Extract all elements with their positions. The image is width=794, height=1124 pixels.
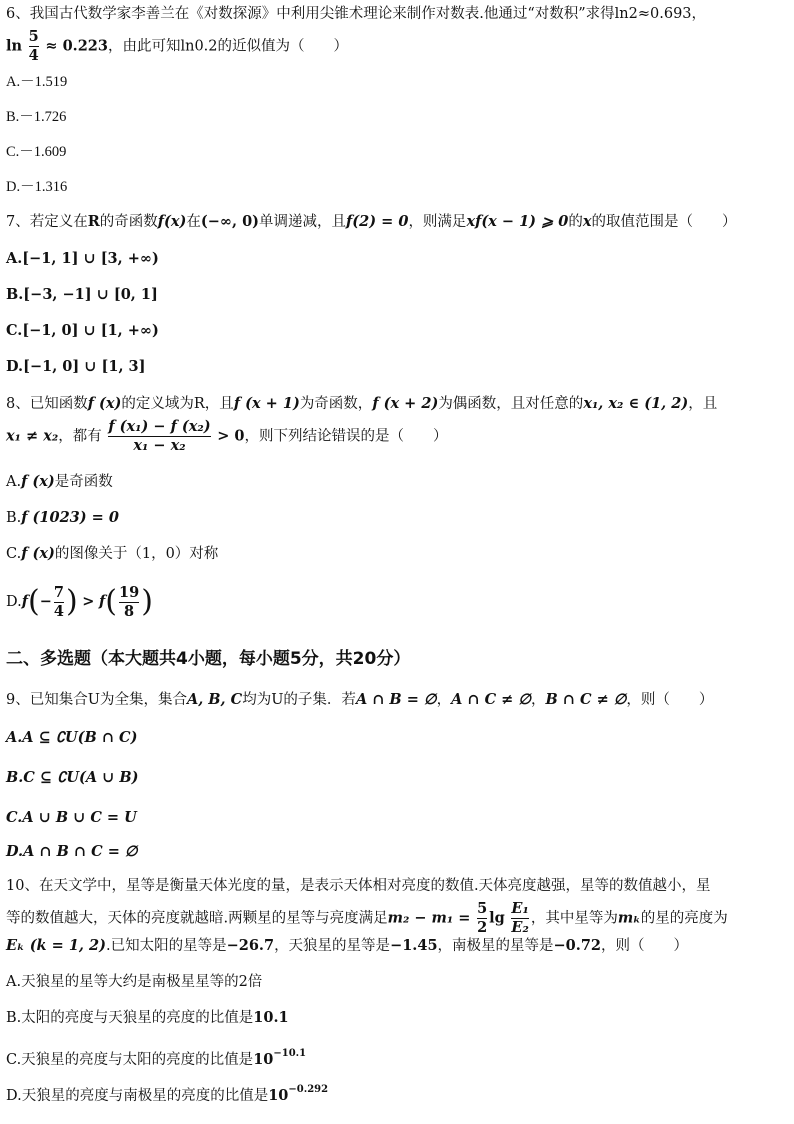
q8-option-d-paren-open-1: (	[27, 584, 40, 619]
q8-option-a-math: f (x)	[21, 473, 55, 490]
q10-e-num: E₁	[511, 900, 529, 917]
q9-text-3: ，则（ ）	[626, 692, 714, 708]
q6-stem-tail: ，由此可知ln0.2的近似值为（ ）	[107, 38, 349, 55]
q6-option-a: A.－1.519	[6, 74, 68, 90]
q8-option-d-frac-2	[119, 584, 139, 621]
q10-option-c	[6, 1044, 306, 1070]
q10-option-c-exponent: −10.1	[273, 1048, 307, 1059]
q6-ln-label: ln	[6, 37, 23, 55]
q10-stem-line1: 10、在天文学中，星等是衡量天体光度的量，是表示天体相对亮度的数值.天体亮度越强，星等的数值越小，星	[6, 878, 711, 894]
q10-e-den: E₂	[511, 919, 529, 936]
q6-stem-line1: 6、我国古代数学家李善兰在《对数探源》中利用尖锥术理论来制作对数表.他通过“对数积”求得ln2≈0.693，	[6, 6, 707, 22]
q8-option-d-f2: f	[99, 593, 106, 610]
q6-fraction-num: 5	[28, 28, 39, 45]
q10-option-b-text: B.太阳的亮度与天狼星的亮度的比值是	[6, 1010, 254, 1026]
q9-sets: A, B, C	[186, 691, 243, 708]
q10-polaris-value: −0.72	[553, 937, 601, 954]
q7-text-5: ，则满足	[408, 214, 467, 230]
q10-text-b: ，其中星等为	[530, 910, 618, 927]
q10-text-g: ，则（ ）	[601, 938, 688, 954]
q8-text-2: 的定义域为R，且	[121, 396, 234, 412]
q10-option-b-value: 10.1	[253, 1009, 289, 1026]
q8-option-d-sign: −	[39, 593, 52, 610]
q10-coef-num: 5	[477, 900, 488, 917]
q7-real-set: R	[87, 213, 100, 230]
q6-value: ≈ 0.223	[45, 37, 108, 55]
q8-option-c	[6, 544, 218, 564]
section-heading: 二、多选题（本大题共4小题，每小题5分，共20分）	[6, 649, 411, 669]
q7-condition: f(2) = 0	[346, 213, 409, 230]
q9-condition-3: B ∩ C ≠ ∅	[545, 691, 627, 708]
q7-function: f(x)	[157, 213, 187, 230]
q8-option-d-paren-open-2: (	[105, 584, 117, 619]
q8-function: f (x)	[87, 395, 122, 412]
q10-text-e: ，天狼星的星等是	[274, 938, 391, 954]
q8-shift-2: f (x + 2)	[372, 395, 439, 412]
q7-text-1: 7、若定义在	[6, 214, 88, 230]
q10-option-c-base: 10	[253, 1051, 274, 1068]
q9-option-c: C.A ∪ B ∪ C = U	[6, 809, 137, 826]
q8-option-a	[6, 472, 113, 492]
q7-option-b: B.[−3, −1] ∪ [0, 1]	[6, 286, 158, 303]
q7-option-c: C.[−1, 0] ∪ [1, +∞)	[6, 322, 159, 339]
q6-fraction	[29, 28, 39, 65]
q10-text-d: .已知太阳的星等是	[105, 938, 227, 954]
q8-option-d-f1: f	[21, 593, 28, 610]
q10-sirius-value: −1.45	[390, 937, 438, 954]
q10-fraction-e	[511, 900, 528, 937]
q8-option-a-text: 是奇函数	[54, 474, 113, 490]
q8-option-d	[6, 582, 153, 622]
q7-text-4: 单调递减，且	[259, 214, 347, 230]
q7-variable: x	[582, 213, 592, 230]
q9-condition-1: A ∩ B = ∅	[355, 691, 437, 708]
q10-lg: lg	[489, 909, 505, 927]
q6-option-b: B.－1.726	[6, 109, 67, 125]
q8-greater: > 0	[217, 427, 245, 445]
q8-option-d-paren-close-2: )	[141, 584, 153, 619]
q10-magnitude-diff: m₂ − m₁ =	[387, 909, 471, 927]
q10-option-d-text: D.天狼星的亮度与南极星的亮度的比值是	[6, 1088, 269, 1104]
q10-fraction-coef	[477, 900, 487, 937]
q8-option-c-letter: C.	[6, 546, 22, 562]
q7-option-a: A.[−1, 1] ∪ [3, +∞)	[6, 250, 159, 267]
q7-text-2: 的奇函数	[99, 214, 158, 230]
q8-option-b-letter: B.	[6, 510, 22, 526]
q7-inequality: xf(x − 1) ⩾ 0	[466, 213, 569, 230]
q7-text-6: 的	[568, 214, 583, 230]
q8-stem-line1	[6, 394, 717, 414]
q8-domain: x₁, x₂ ∈ (1, 2)	[583, 395, 689, 412]
q8-text-7: ，则下列结论错误的是（ ）	[244, 428, 448, 445]
q9-sep-2: ，	[531, 692, 546, 708]
q8-text-1: 8、已知函数	[6, 396, 88, 412]
q9-stem	[6, 690, 713, 710]
q8-text-6: ，都有	[58, 428, 102, 445]
q7-text-3: 在	[186, 214, 201, 230]
q8-text-5: ，且	[688, 396, 718, 412]
q10-option-b	[6, 1008, 289, 1028]
q8-option-b	[6, 508, 119, 528]
q8-stem-line2	[6, 418, 448, 455]
q8-option-c-math: f (x)	[21, 545, 55, 562]
q8-option-c-text: 的图像关于（1，0）对称	[54, 546, 219, 562]
q8-text-3: 为奇函数，	[299, 396, 373, 412]
q8-option-d-num-2: 19	[119, 583, 140, 601]
q7-interval: (−∞, 0)	[200, 213, 260, 230]
q6-stem-line2	[6, 28, 348, 65]
q8-option-b-math: f (1023) = 0	[21, 509, 119, 526]
q9-option-d: D.A ∩ B ∩ C = ∅	[6, 843, 138, 860]
q8-fraction	[108, 418, 210, 455]
q7-option-d: D.[−1, 0] ∪ [1, 3]	[6, 358, 146, 375]
q6-option-d: D.－1.316	[6, 179, 68, 195]
q6-fraction-den: 4	[28, 47, 39, 64]
q8-fraction-den: x₁ − x₂	[108, 436, 210, 455]
q9-condition-2: A ∩ C ≠ ∅	[451, 691, 531, 708]
q9-text-1: 9、已知集合U为全集，集合	[6, 692, 187, 708]
q10-option-d-base: 10	[268, 1087, 289, 1104]
q10-option-a: A.天狼星的星等大约是南极星星等的2倍	[6, 974, 263, 990]
q10-option-d	[6, 1080, 328, 1106]
q9-text-2: 均为U的子集．若	[242, 692, 356, 708]
q10-coef-den: 2	[477, 919, 488, 936]
q10-sun-value: −26.7	[226, 937, 275, 954]
q10-mk: mₖ	[617, 909, 641, 927]
q10-text-a: 等的数值越大，天体的亮度就越暗.两颗星的星等与亮度满足	[6, 910, 388, 927]
q10-option-c-text: C.天狼星的亮度与太阳的亮度的比值是	[6, 1052, 254, 1068]
q8-option-d-num-1: 7	[53, 583, 64, 601]
q8-option-d-paren-close-1: )	[65, 584, 78, 619]
q8-option-a-letter: A.	[6, 474, 22, 490]
q8-not-equal: x₁ ≠ x₂	[6, 427, 59, 445]
q8-option-d-greater: >	[82, 593, 95, 610]
q9-option-a: A.A ⊆ ∁U(B ∩ C)	[6, 729, 138, 746]
q6-option-c: C.－1.609	[6, 144, 67, 160]
q10-ek: Eₖ (k = 1, 2)	[6, 937, 106, 954]
q10-stem-line3	[6, 936, 688, 956]
q8-text-4: 为偶函数，且对任意的	[438, 396, 584, 412]
q8-fraction-num: f (x₁) − f (x₂)	[108, 418, 211, 435]
q8-option-d-den-2: 8	[119, 602, 139, 621]
q10-text-f: ，南极星的星等是	[437, 938, 554, 954]
q10-option-d-exponent: −0.292	[288, 1084, 329, 1095]
q7-text-7: 的取值范围是（ ）	[591, 214, 737, 230]
q8-option-d-letter: D.	[6, 594, 22, 610]
q7-stem	[6, 212, 737, 232]
q9-sep-1: ，	[436, 692, 452, 708]
q8-option-d-den-1: 4	[53, 602, 64, 620]
q8-shift-1: f (x + 1)	[233, 395, 300, 412]
q8-option-d-frac-1	[54, 584, 64, 621]
q9-option-b: B.C ⊆ ∁U(A ∪ B)	[6, 769, 139, 786]
q10-stem-line2	[6, 900, 728, 937]
q10-text-c: 的星的亮度为	[640, 910, 728, 927]
